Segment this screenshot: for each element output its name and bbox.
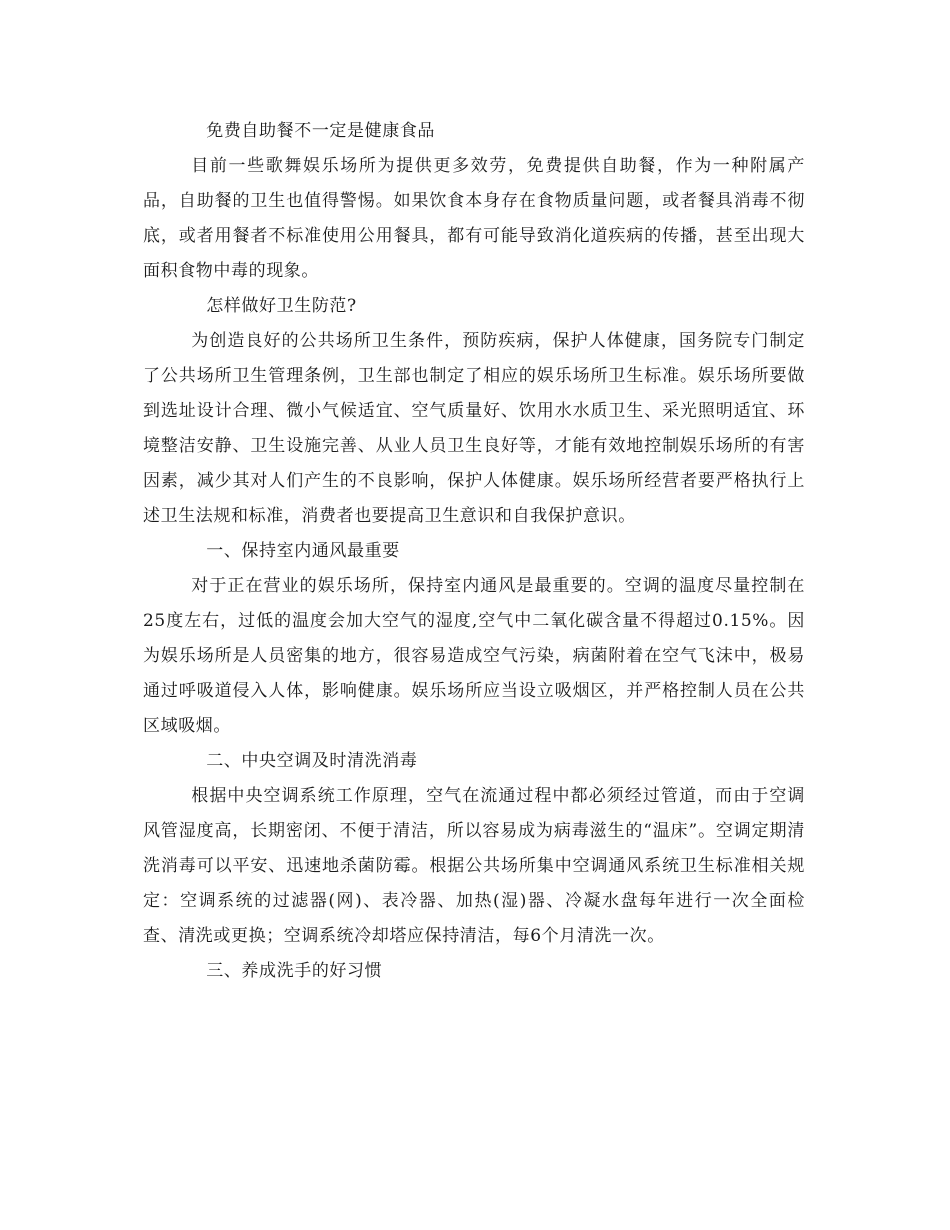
document-title: 免费自助餐不一定是健康食品 bbox=[206, 121, 436, 141]
document-page bbox=[143, 114, 805, 989]
paragraph-regulations: 为创造良好的公共场所卫生条件，预防疾病，保护人体健康，国务院专门制定了公共场所卫生管理条例，卫生部也制定了相应的娱乐场所卫生标准。娱乐场所要做到选址设计合理、微小气候适宜、空气质量好、饮用水水质卫生、采光照明适宜、环境整洁安静、卫生设施完善、从业人员卫生良好等，才能有效地控制娱乐场所的有害因素，减少其对人们产生的不良影响，保护人体健康。娱乐场所经营者要严格执行上述卫生法规和标准，消费者也要提高卫生意识和自我保护意识。 bbox=[143, 331, 805, 526]
paragraph-air-conditioning: 根据中央空调系统工作原理，空气在流通过程中都必须经过管道，而由于空调风管湿度高，长期密闭、不便于清洁，所以容易成为病毒滋生的“温床”。空调定期清洗消毒可以平安、迅速地杀菌防霉。根据公共场所集中空调通风系统卫生标准相关规定：空调系统的过滤器(网)、表冷器、加热(湿)器、冷凝水盘每年进行一次全面检查、清洗或更换；空调系统冷却塔应保持清洁，每6个月清洗一次。 bbox=[143, 786, 805, 946]
paragraph-ventilation: 对于正在营业的娱乐场所，保持室内通风是最重要的。空调的温度尽量控制在25度左右，过低的温度会加大空气的湿度,空气中二氧化碳含量不得超过0.15%。因为娱乐场所是人员密集的地方，很容易造成空气污染，病菌附着在空气飞沫中，极易通过呼吸道侵入人体，影响健康。娱乐场所应当设立吸烟区，并严格控制人员在公共区域吸烟。 bbox=[143, 576, 805, 736]
section-question-heading: 怎样做好卫生防范? bbox=[206, 296, 357, 316]
section-heading-ventilation: 一、保持室内通风最重要 bbox=[206, 541, 400, 561]
paragraph-buffet-hygiene: 目前一些歌舞娱乐场所为提供更多效劳，免费提供自助餐，作为一种附属产品，自助餐的卫生也值得警惕。如果饮食本身存在食物质量问题，或者餐具消毒不彻底，或者用餐者不标准使用公用餐具，都有可能导致消化道疾病的传播，甚至出现大面积食物中毒的现象。 bbox=[143, 156, 805, 281]
section-heading-handwashing: 三、养成洗手的好习惯 bbox=[206, 961, 383, 981]
section-heading-air-conditioning: 二、中央空调及时清洗消毒 bbox=[206, 751, 418, 771]
